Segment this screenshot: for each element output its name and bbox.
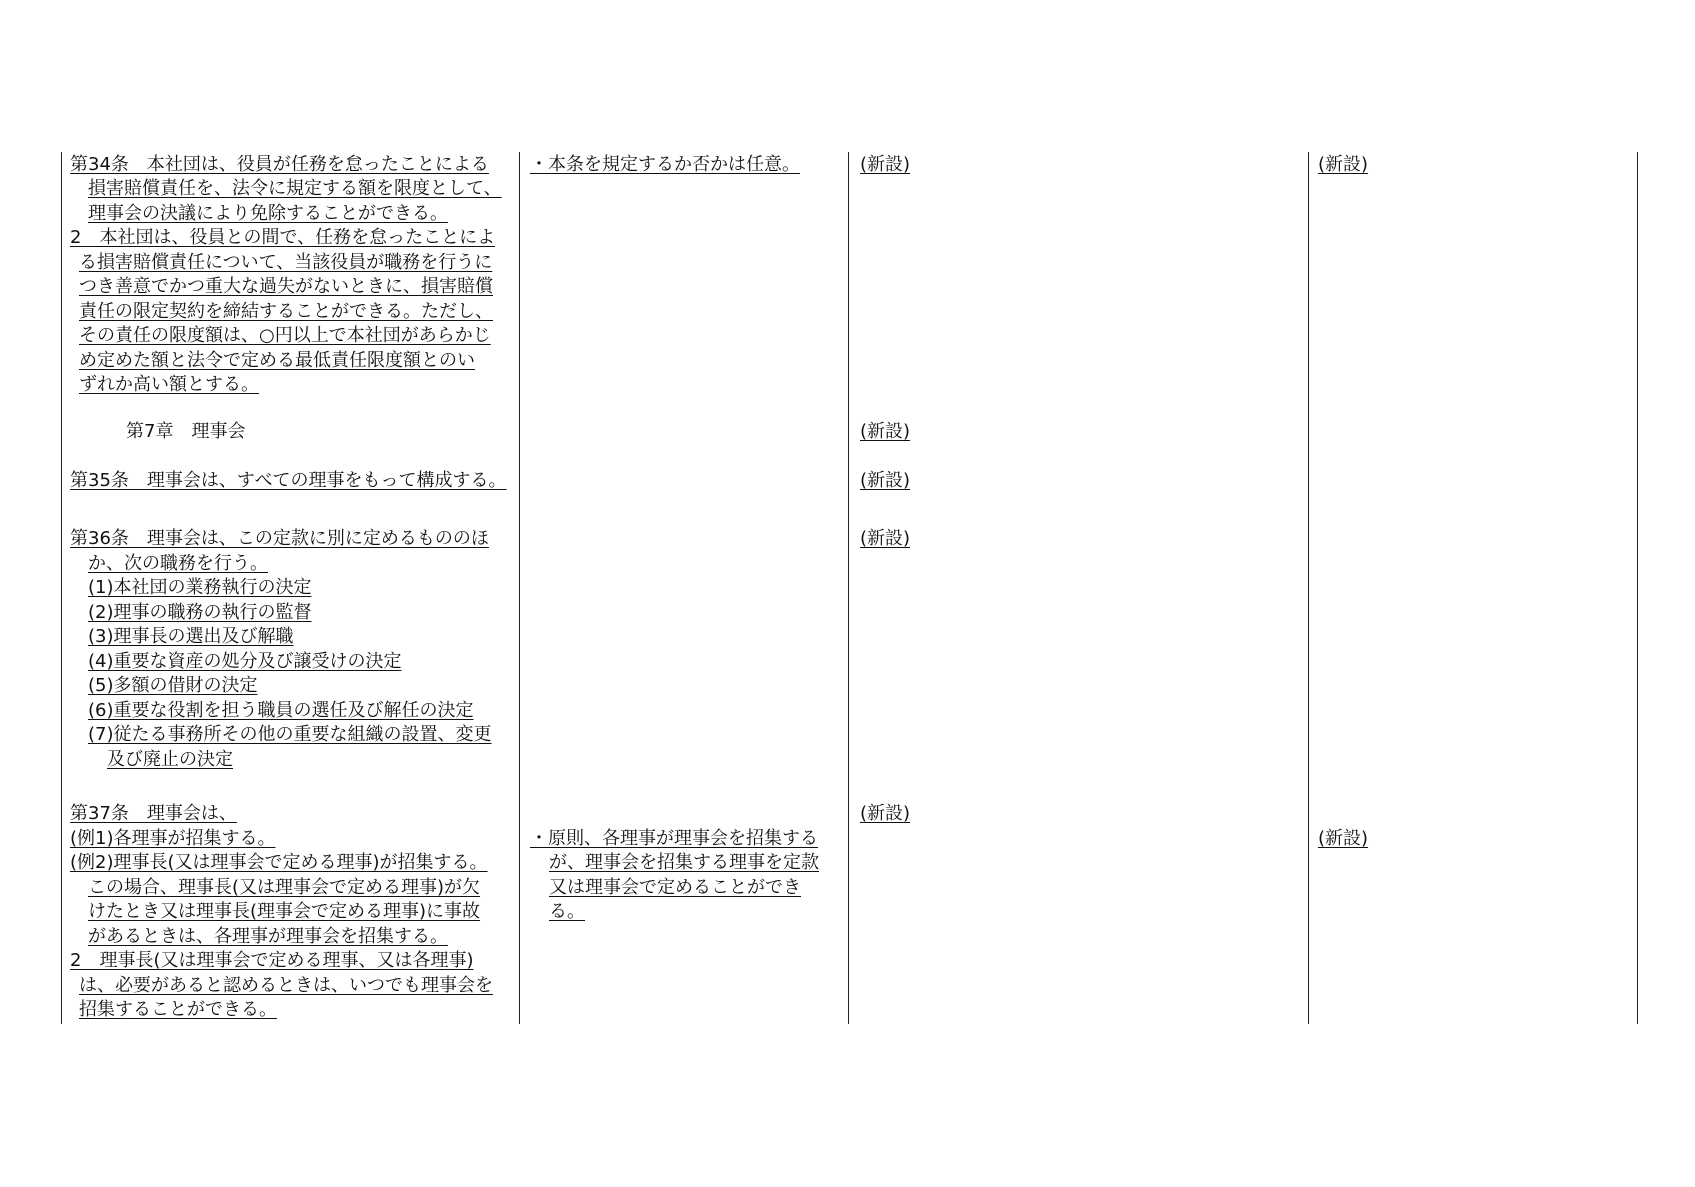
article-34-line: る損害賠償責任について、当該役員が職務を行うに	[79, 252, 493, 273]
article-37-line: 2 理事長(又は理事会で定める理事、又は各理事)	[70, 950, 474, 971]
article-36-item: (7)従たる事務所その他の重要な組織の設置、変更	[88, 724, 492, 745]
article-36-item: (2)理事の職務の執行の監督	[88, 602, 312, 623]
article-37-line: は、必要があると認めるときは、いつでも理事会を	[79, 975, 493, 996]
article-34-line: ずれか高い額とする。	[79, 374, 259, 395]
article-36-line: か、次の職務を行う。	[88, 553, 268, 574]
article-36-line: 第36条 理事会は、この定款に別に定めるもののほ	[70, 528, 489, 549]
article-34-line: その責任の限度額は、○円以上で本社団があらかじ	[79, 325, 491, 346]
article-37-line: (例2)理事長(又は理事会で定める理事)が招集する。	[70, 852, 488, 873]
column-border-3	[1308, 152, 1309, 1024]
new-provision-label: (新設)	[860, 470, 911, 491]
article-36-item: (3)理事長の選出及び解職	[88, 626, 294, 647]
note-article-34: ・本条を規定するか否かは任意。	[530, 154, 800, 175]
chapter-7-heading: 第7章 理事会	[126, 421, 246, 442]
new-provision-label: (新設)	[1318, 154, 1369, 175]
article-34-line: 第34条 本社団は、役員が任務を怠ったことによる	[70, 154, 489, 175]
note-line: ・原則、各理事が理事会を招集する	[530, 828, 818, 849]
article-34-line: 2 本社団は、役員との間で、任務を怠ったことによ	[70, 227, 496, 248]
new-provision-label: (新設)	[860, 421, 911, 442]
article-37-line: があるときは、各理事が理事会を招集する。	[88, 926, 448, 947]
new-provision-label: (新設)	[860, 528, 911, 549]
article-34-line: 損害賠償責任を、法令に規定する額を限度として、	[88, 178, 502, 199]
article-34-line: つき善意でかつ重大な過失がないときに、損害賠償	[79, 276, 493, 297]
column-border-left	[61, 152, 62, 1024]
article-36-item: 及び廃止の決定	[107, 749, 233, 770]
column-border-2	[848, 152, 849, 1024]
note-line: る。	[549, 901, 585, 922]
article-37-line: 第37条 理事会は、	[70, 803, 237, 824]
article-37-line: 招集することができる。	[79, 999, 277, 1020]
article-36-item: (5)多額の借財の決定	[88, 675, 258, 696]
article-37-line: この場合、理事長(又は理事会で定める理事)が欠	[88, 877, 481, 898]
new-provision-label: (新設)	[860, 803, 911, 824]
new-provision-label: (新設)	[1318, 828, 1369, 849]
column-border-1	[519, 152, 520, 1024]
article-35: 第35条 理事会は、すべての理事をもって構成する。	[70, 470, 507, 491]
column-border-right	[1637, 152, 1638, 1024]
article-36-item: (1)本社団の業務執行の決定	[88, 577, 312, 598]
new-provision-label: (新設)	[860, 154, 911, 175]
article-37-line: (例1)各理事が招集する。	[70, 828, 276, 849]
article-34-line: 理事会の決議により免除することができる。	[88, 203, 448, 224]
note-line: が、理事会を招集する理事を定款	[549, 852, 819, 873]
article-36-item: (6)重要な役割を担う職員の選任及び解任の決定	[88, 700, 474, 721]
article-34-line: め定めた額と法令で定める最低責任限度額とのい	[79, 350, 475, 371]
article-34-line: 責任の限定契約を締結することができる。ただし、	[79, 301, 493, 322]
note-line: 又は理事会で定めることができ	[549, 877, 801, 898]
article-37-line: けたとき又は理事長(理事会で定める理事)に事故	[88, 901, 481, 922]
article-36-item: (4)重要な資産の処分及び譲受けの決定	[88, 651, 402, 672]
